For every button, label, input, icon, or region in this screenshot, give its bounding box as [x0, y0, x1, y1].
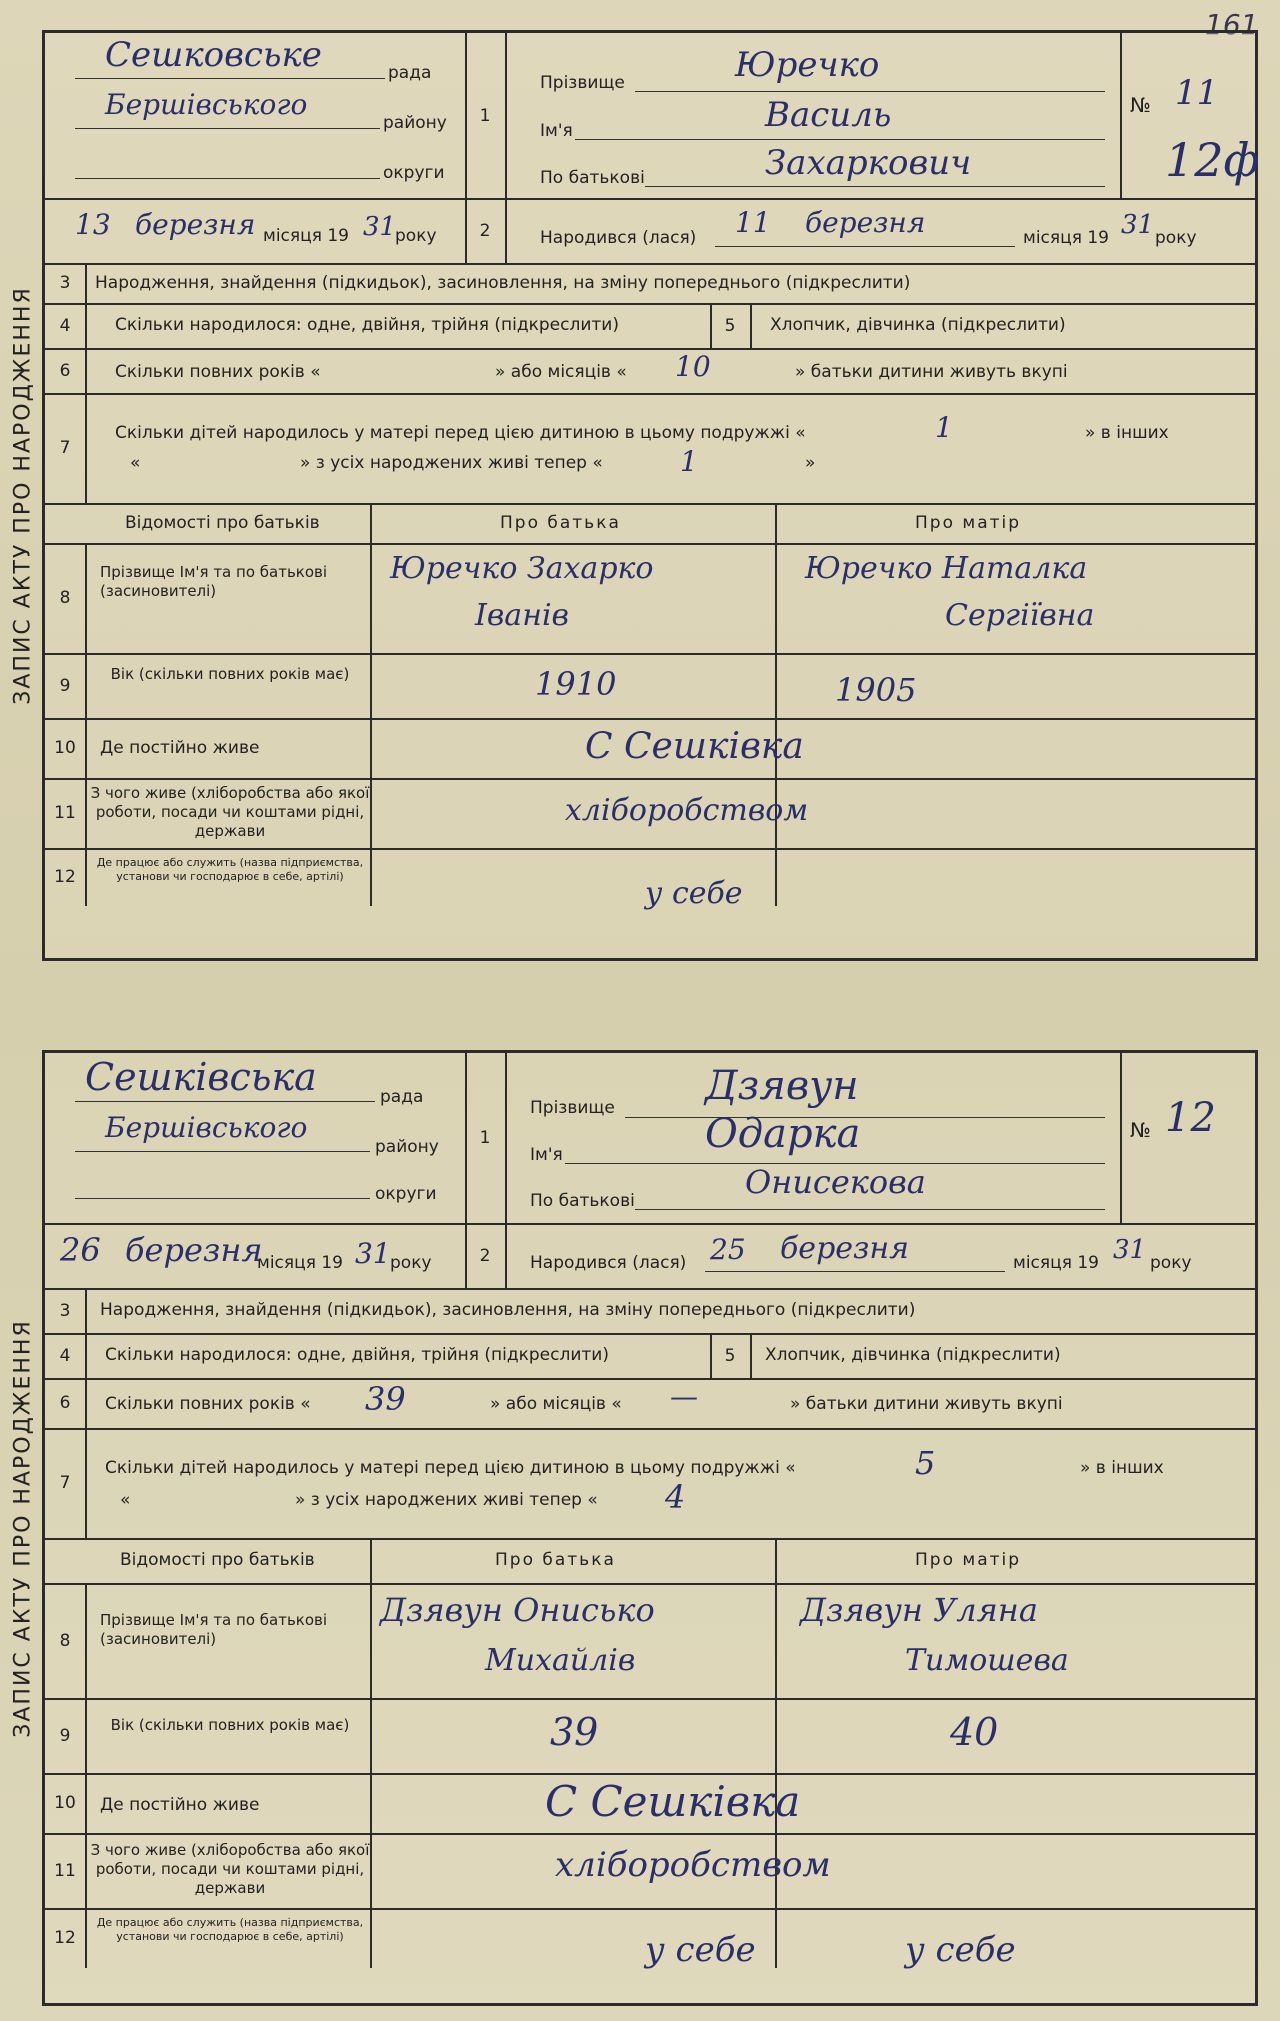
mother-name-2: Сергіївна	[945, 598, 1095, 633]
mother-header: Про матір	[915, 513, 1022, 533]
birth-month: березня	[780, 1231, 910, 1266]
born-label: Народився (лася)	[530, 1253, 687, 1273]
row-9: 9 Вік (скільки повних років має) 1910 1905	[45, 653, 1255, 720]
reg-month: березня	[125, 1231, 263, 1269]
surname-value: Дзявун	[705, 1063, 859, 1109]
row-9-label: Вік (скільки повних років має)	[110, 665, 350, 683]
row-7-label-a: Скільки дітей народилось у матері перед цією дитиною в цьому подружжі «	[115, 423, 806, 443]
birth-record-form-2	[10, 1050, 1258, 2006]
reg-year: 31	[363, 212, 397, 242]
mother-name-1: Дзявун Уляна	[800, 1591, 1038, 1629]
birth-year-label: року	[1155, 228, 1197, 248]
residence: С Сешківка	[585, 726, 804, 767]
birth-record-form-1	[10, 30, 1260, 961]
birth-year: 31	[1121, 210, 1155, 240]
row-7-label-a: Скільки дітей народилось у матері перед цією дитиною в цьому подружжі «	[105, 1458, 796, 1478]
row-7-label-d: » з усіх народжених живі тепер «	[300, 453, 603, 473]
father-header: Про батька	[495, 1550, 616, 1570]
father-name-2: Михайлів	[485, 1643, 636, 1678]
surname-label: Прізвище	[540, 73, 625, 93]
mother-name-2: Тимошева	[905, 1643, 1069, 1678]
rada-label: рада	[380, 1087, 424, 1107]
father-header: Про батька	[500, 513, 621, 533]
row-3: 3 Народження, знайдення (підкидьок), засиновлення, на зміну попереднього (підкреслити)	[45, 263, 1255, 305]
row-6-label-c: » батьки дитини живуть вкупі	[795, 362, 1068, 382]
row-9-label: Вік (скільки повних років має)	[110, 1716, 350, 1734]
vertical-title: ЗАПИС АКТУ ПРО НАРОДЖЕННЯ	[10, 1318, 36, 1738]
record-number: 12	[1165, 1095, 1216, 1141]
reg-day: 26	[60, 1231, 101, 1269]
children-alive: 4	[665, 1478, 686, 1516]
row-4: 4 Скільки народилося: одне, двійня, трійня (підкреслити) 5 Хлопчик, дівчинка (підкреслити)	[45, 1333, 1255, 1380]
dates-row: 26 березня місяця 19 31 року 2 Народився (лася) 25 березня місяця 19 31 року	[45, 1223, 1255, 1290]
work-father: у себе	[645, 1930, 756, 1970]
row-10-label: Де постійно живе	[100, 738, 260, 758]
work-mother: у себе	[905, 1930, 1016, 1970]
patronymic-value: Онисекова	[745, 1163, 926, 1201]
row-6-label-a: Скільки повних років «	[105, 1394, 311, 1414]
rayon-label: району	[383, 113, 447, 133]
record-number: 11	[1175, 73, 1219, 113]
row-4-label: Скільки народилося: одне, двійня, трійня (підкреслити)	[115, 315, 619, 335]
reg-day: 13	[75, 208, 111, 241]
okrugy-label: округи	[375, 1184, 437, 1204]
row-11-label: З чого живе (хліборобства або якої роботи, посади чи коштами рідні, держави	[90, 784, 370, 840]
patronymic-value: Захаркович	[765, 143, 972, 183]
birth-year: 31	[1113, 1235, 1147, 1265]
month-label: місяця 19	[263, 226, 349, 246]
children-this-marriage: 5	[915, 1444, 936, 1482]
parents-header	[45, 503, 1255, 545]
rada-label: рада	[388, 63, 432, 83]
okrugy-label: округи	[383, 163, 445, 183]
row-8-label: Прізвище Ім'я та по батькові (засиновителі)	[100, 1611, 328, 1648]
row-8: 8 Прізвище Ім'я та по батькові (засиновителі) Дзявун Онисько Михайлів Дзявун Уляна Тимошева	[45, 1583, 1255, 1700]
row-7-label-c: «	[120, 1490, 131, 1510]
surname-value: Юречко	[735, 45, 880, 85]
row-7: 7 Скільки дітей народилось у матері перед цією дитиною в цьому подружжі « 5 » в інших « » з усіх народжених живі тепер « 4	[45, 1428, 1255, 1540]
reg-month: березня	[135, 208, 256, 241]
row-6-label-a: Скільки повних років «	[115, 362, 321, 382]
year-label: року	[390, 1253, 432, 1273]
father-age: 1910	[535, 665, 617, 703]
mother-age: 1905	[835, 671, 917, 709]
mother-header: Про матір	[915, 1550, 1022, 1570]
row-7-label-e: »	[805, 453, 816, 473]
birth-day: 11	[735, 206, 771, 239]
record-number-extra: 12ф	[1165, 133, 1260, 187]
row-12-label: Де працює або служить (назва підприємства, установи чи господарює в себе, артілі)	[96, 1916, 364, 1943]
name-value: Одарка	[705, 1111, 861, 1157]
row-11: 11 З чого живе (хліборобства або якої роботи, посади чи коштами рідні, держави хліборобством	[45, 778, 1255, 850]
mother-name-1: Юречко Наталка	[805, 551, 1088, 586]
row-12: 12 Де працює або служить (назва підприємства, установи чи господарює в себе, артілі) у себе	[45, 848, 1255, 906]
rayon-value: Бершівського	[105, 88, 308, 121]
birth-year-label: року	[1150, 1253, 1192, 1273]
row-7-label-c: «	[130, 453, 141, 473]
rada-value: Сешковське	[105, 35, 322, 75]
name-label: Ім'я	[540, 121, 573, 141]
months-together: 10	[675, 350, 711, 383]
row-8-label: Прізвище Ім'я та по батькові (засиновителі)	[100, 563, 328, 600]
birth-day: 25	[710, 1233, 746, 1266]
row-4: 4 Скільки народилося: одне, двійня, трійня (підкреслити) 5 Хлопчик, дівчинка (підкреслити)	[45, 303, 1255, 350]
row-11: 11 З чого живе (хліборобства або якої роботи, посади чи коштами рідні, держави хліборобством	[45, 1833, 1255, 1910]
row-4-label: Скільки народилося: одне, двійня, трійня (підкреслити)	[105, 1345, 609, 1365]
row-7: 7 Скільки дітей народилось у матері перед цією дитиною в цьому подружжі « 1 » в інших « » з усіх народжених живі тепер « 1 »	[45, 393, 1255, 505]
row-9: 9 Вік (скільки повних років має) 39 40	[45, 1698, 1255, 1775]
row-5-label: Хлопчик, дівчинка (підкреслити)	[770, 315, 1066, 335]
months-together: —	[670, 1380, 698, 1413]
row-6-label-b: » або місяців «	[495, 362, 627, 382]
month-label: місяця 19	[257, 1253, 343, 1273]
vertical-title: ЗАПИС АКТУ ПРО НАРОДЖЕННЯ	[10, 286, 36, 705]
row-6-label-c: » батьки дитини живуть вкупі	[790, 1394, 1063, 1414]
row-10-label: Де постійно живе	[100, 1795, 260, 1815]
row-10: 10 Де постійно живе С Сешківка	[45, 1773, 1255, 1835]
birth-month-label: місяця 19	[1013, 1253, 1099, 1273]
rayon-label: району	[375, 1137, 439, 1157]
dates-row: 13 березня місяця 19 31 року 2 Народився (лася) 11 березня місяця 19 31 року	[45, 198, 1255, 265]
row-3: 3 Народження, знайдення (підкидьок), засиновлення, на зміну попереднього (підкреслити)	[45, 1288, 1255, 1335]
years-together: 39	[365, 1380, 406, 1418]
row-10: 10 Де постійно живе С Сешківка	[45, 718, 1255, 780]
name-value: Василь	[765, 95, 892, 135]
patronymic-label: По батькові	[530, 1191, 635, 1211]
row-5-label: Хлопчик, дівчинка (підкреслити)	[765, 1345, 1061, 1365]
children-alive: 1	[680, 445, 698, 478]
row-12-label: Де працює або служить (назва підприємства, установи чи господарює в себе, артілі)	[96, 856, 364, 883]
father-name-2: Іванів	[475, 598, 570, 633]
residence: С Сешківка	[545, 1777, 801, 1826]
patronymic-label: По батькові	[540, 168, 645, 188]
row-7-label-d: » з усіх народжених живі тепер «	[295, 1490, 598, 1510]
father-name-1: Дзявун Онисько	[380, 1591, 655, 1629]
birth-month: березня	[805, 206, 926, 239]
name-label: Ім'я	[530, 1145, 563, 1165]
row-6-label-b: » або місяців «	[490, 1394, 622, 1414]
header-block: Сешківська рада Бершівського району округи 1 Прізвище Дзявун Ім'я Одарка По батькові Онисекова № 12	[45, 1053, 1255, 1225]
birth-month-label: місяця 19	[1023, 228, 1109, 248]
rada-value: Сешківська	[85, 1055, 317, 1099]
surname-label: Прізвище	[530, 1098, 615, 1118]
header-block: Сешковське рада Бершівського району округи 1 Прізвище Юречко Ім'я Василь По батькові Захаркович № 11 12ф	[45, 33, 1255, 200]
row-7-label-b: » в інших	[1080, 1458, 1164, 1478]
number-label: №	[1130, 93, 1151, 117]
occupation: хліборобством	[565, 793, 809, 828]
born-label: Народився (лася)	[540, 228, 697, 248]
row-8: 8 Прізвище Ім'я та по батькові (засиновителі) Юречко Захарко Іванів Юречко Наталка Сергіївна	[45, 543, 1255, 655]
father-age: 39	[550, 1710, 599, 1754]
row-3-label: Народження, знайдення (підкидьок), засиновлення, на зміну попереднього (підкреслити)	[100, 1300, 916, 1320]
row-6: 6 Скільки повних років « 39 » або місяців « — » батьки дитини живуть вкупі	[45, 1378, 1255, 1430]
row-7-label-b: » в інших	[1085, 423, 1169, 443]
parents-info-label: Відомості про батьків	[125, 513, 320, 533]
row-12: 12 Де працює або служить (назва підприємства, установи чи господарює в себе, артілі) у себе у себе	[45, 1908, 1255, 1968]
reg-year: 31	[355, 1237, 391, 1270]
rayon-value: Бершівського	[105, 1111, 308, 1144]
work: у себе	[645, 876, 743, 911]
number-label: №	[1130, 1118, 1151, 1142]
occupation: хліборобством	[555, 1845, 831, 1885]
father-name-1: Юречко Захарко	[390, 551, 654, 586]
parents-info-label: Відомості про батьків	[120, 1550, 315, 1570]
parents-header	[45, 1538, 1255, 1585]
page-number: 161	[1205, 8, 1259, 41]
children-this-marriage: 1	[935, 411, 953, 444]
mother-age: 40	[950, 1710, 999, 1754]
row-3-label: Народження, знайдення (підкидьок), засиновлення, на зміну попереднього (підкреслити)	[95, 273, 911, 293]
row-6: 6 Скільки повних років « » або місяців « 10 » батьки дитини живуть вкупі	[45, 348, 1255, 395]
row-11-label: З чого живе (хліборобства або якої роботи, посади чи коштами рідні, держави	[90, 1841, 370, 1897]
year-label: року	[395, 226, 437, 246]
